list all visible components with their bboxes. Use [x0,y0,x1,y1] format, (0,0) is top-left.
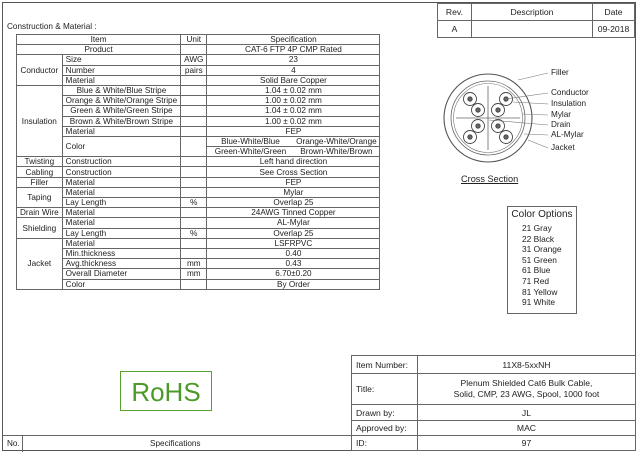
label-filler: Filler [551,68,569,77]
category-twisting: Twisting [17,157,63,167]
color-option: 71 Red [522,275,550,286]
color-entry: Green-White/Green [214,147,287,157]
row-value: AL-Mylar [207,218,380,228]
row-unit: pairs [181,65,207,75]
table-row [352,436,636,451]
title-line: Plenum Shielded Cat6 Bulk Cable, [460,378,593,388]
row-unit [181,248,207,258]
table-row [17,65,380,75]
row-value: See Cross Section [207,167,380,177]
rohs-logo: RoHS [120,371,212,411]
row-unit: AWG [181,55,207,65]
table-row [17,208,380,218]
description-header: Description [471,4,592,21]
table-row [352,356,636,374]
category-jacket: Jacket [17,238,63,289]
table-row [17,96,380,106]
table-row [438,21,635,38]
row-unit [181,238,207,248]
category-drain-wire: Drain Wire [17,208,63,218]
row-item: Construction [62,167,181,177]
row-item: Material [62,238,181,248]
rev-value: A [438,21,472,38]
row-value: Left hand direction [207,157,380,167]
id-value: 97 [417,436,635,451]
table-row [17,55,380,65]
row-unit: % [181,228,207,238]
insulation-colors-line2 [207,147,380,157]
label-mylar: Mylar [551,110,572,119]
row-item: Material [62,208,181,218]
item-number-label: Item Number: [352,356,418,374]
row-unit [181,187,207,197]
product-label: Product [17,45,181,55]
table-row [17,75,380,85]
row-value: Mylar [207,187,380,197]
category-shielding: Shielding [17,218,63,238]
row-unit [181,279,207,289]
table-row [17,35,380,45]
id-label: ID: [352,436,418,451]
row-value: 0.43 [207,259,380,269]
table-row [17,187,380,197]
header-unit: Unit [181,35,207,45]
label-al-mylar: AL-Mylar [551,130,584,139]
title-line: Solid, CMP, 23 AWG, Spool, 1000 foot [453,389,600,399]
table-row [17,177,380,187]
description-value [471,21,592,38]
row-item: Min.thickness [62,248,181,258]
category-conductor: Conductor [17,55,63,86]
spec-table [16,34,380,290]
table-row [17,269,380,279]
color-option: 31 Orange [522,244,562,255]
row-unit: mm [181,269,207,279]
table-row [352,421,636,436]
drawn-by-label: Drawn by: [352,405,418,421]
table-row [17,248,380,258]
footer-bar [2,435,351,452]
row-value: FEP [207,177,380,187]
footer-spec-label: Specifications [150,439,201,448]
table-row [17,198,380,208]
row-item: Size [62,55,181,65]
title-value [417,374,635,405]
approved-by-value: MAC [417,421,635,436]
table-row [17,45,380,55]
row-unit [181,218,207,228]
category-taping: Taping [17,187,63,207]
color-options-title: Color Options [511,209,573,220]
table-row [17,157,380,167]
row-value: 1.00 ± 0.02 mm [207,96,380,106]
title-block [351,355,636,451]
label-conductor: Conductor [551,88,589,97]
color-option: 91 White [522,297,556,308]
row-item: Color [62,279,181,289]
table-row [17,167,380,177]
row-item: Material [62,126,181,136]
row-value: Solid Bare Copper [207,75,380,85]
header-spec: Specification [207,35,380,45]
row-item: Blue & White/Blue Stripe [62,85,181,95]
table-row [438,4,635,21]
rev-header: Rev. [438,4,472,21]
row-value: 0.40 [207,248,380,258]
table-row [17,238,380,248]
row-item: Material [62,75,181,85]
row-value: 4 [207,65,380,75]
row-value: Overlap 25 [207,198,380,208]
table-row [17,228,380,238]
color-option: 61 Blue [522,265,551,276]
table-row [17,85,380,95]
drawn-by-value: JL [417,405,635,421]
color-entry: Brown-White/Brown [300,147,373,157]
table-row [352,405,636,421]
footer-divider [22,436,23,452]
item-number-value: 11X8-5xxNH [417,356,635,374]
row-item: Avg.thickness [62,259,181,269]
row-unit: mm [181,259,207,269]
color-option: 21 Gray [522,223,552,233]
category-filler: Filler [17,177,63,187]
table-row [17,126,380,136]
construction-heading: Construction & Material : [7,22,97,31]
color-entry: Blue-White/Blue [221,136,280,146]
row-item: Lay Length [62,198,181,208]
title-label: Title: [352,374,418,405]
row-unit: % [181,198,207,208]
table-row [17,136,380,146]
table-row [17,279,380,289]
table-row [352,374,636,405]
color-entry: Orange-White/Orange [296,136,377,146]
row-item: Lay Length [62,228,181,238]
row-item: Color [62,136,181,156]
row-value: 1.00 ± 0.02 mm [207,116,380,126]
table-row [17,218,380,228]
date-header: Date [593,4,635,21]
row-value: 1.04 ± 0.02 mm [207,106,380,116]
row-value: Overlap 25 [207,228,380,238]
label-insulation: Insulation [551,99,587,108]
revision-table [437,3,635,38]
row-item: Material [62,187,181,197]
table-row [17,116,380,126]
row-value: 24AWG Tinned Copper [207,208,380,218]
color-options-box [507,206,577,314]
row-item: Green & White/Green Stripe [62,106,181,116]
table-row [17,259,380,269]
insulation-colors-line1 [207,136,380,146]
row-value: 6.70±0.20 [207,269,380,279]
date-value: 09-2018 [593,21,635,38]
label-drain: Drain [551,120,571,129]
row-item: Orange & White/Orange Stripe [62,96,181,106]
row-item: Construction [62,157,181,167]
color-option: 51 Green [522,254,557,265]
header-item: Item [17,35,181,45]
category-cabling: Cabling [17,167,63,177]
footer-no-label: No. [7,439,20,448]
approved-by-label: Approved by: [352,421,418,436]
cross-section-title: Cross Section [461,174,519,184]
row-value: FEP [207,126,380,136]
row-value: 1.04 ± 0.02 mm [207,85,380,95]
product-value: CAT-6 FTP 4P CMP Rated [207,45,380,55]
row-item: Material [62,177,181,187]
row-value: 23 [207,55,380,65]
row-item: Brown & White/Brown Stripe [62,116,181,126]
category-insulation: Insulation [17,85,63,156]
row-item: Material [62,218,181,228]
row-item: Number [62,65,181,75]
table-row [17,106,380,116]
row-value: By Order [207,279,380,289]
label-jacket: Jacket [551,143,575,152]
color-option: 22 Black [522,233,555,244]
color-option: 81 Yellow [522,286,558,297]
row-value: LSFRPVC [207,238,380,248]
row-item: Overall Diameter [62,269,181,279]
